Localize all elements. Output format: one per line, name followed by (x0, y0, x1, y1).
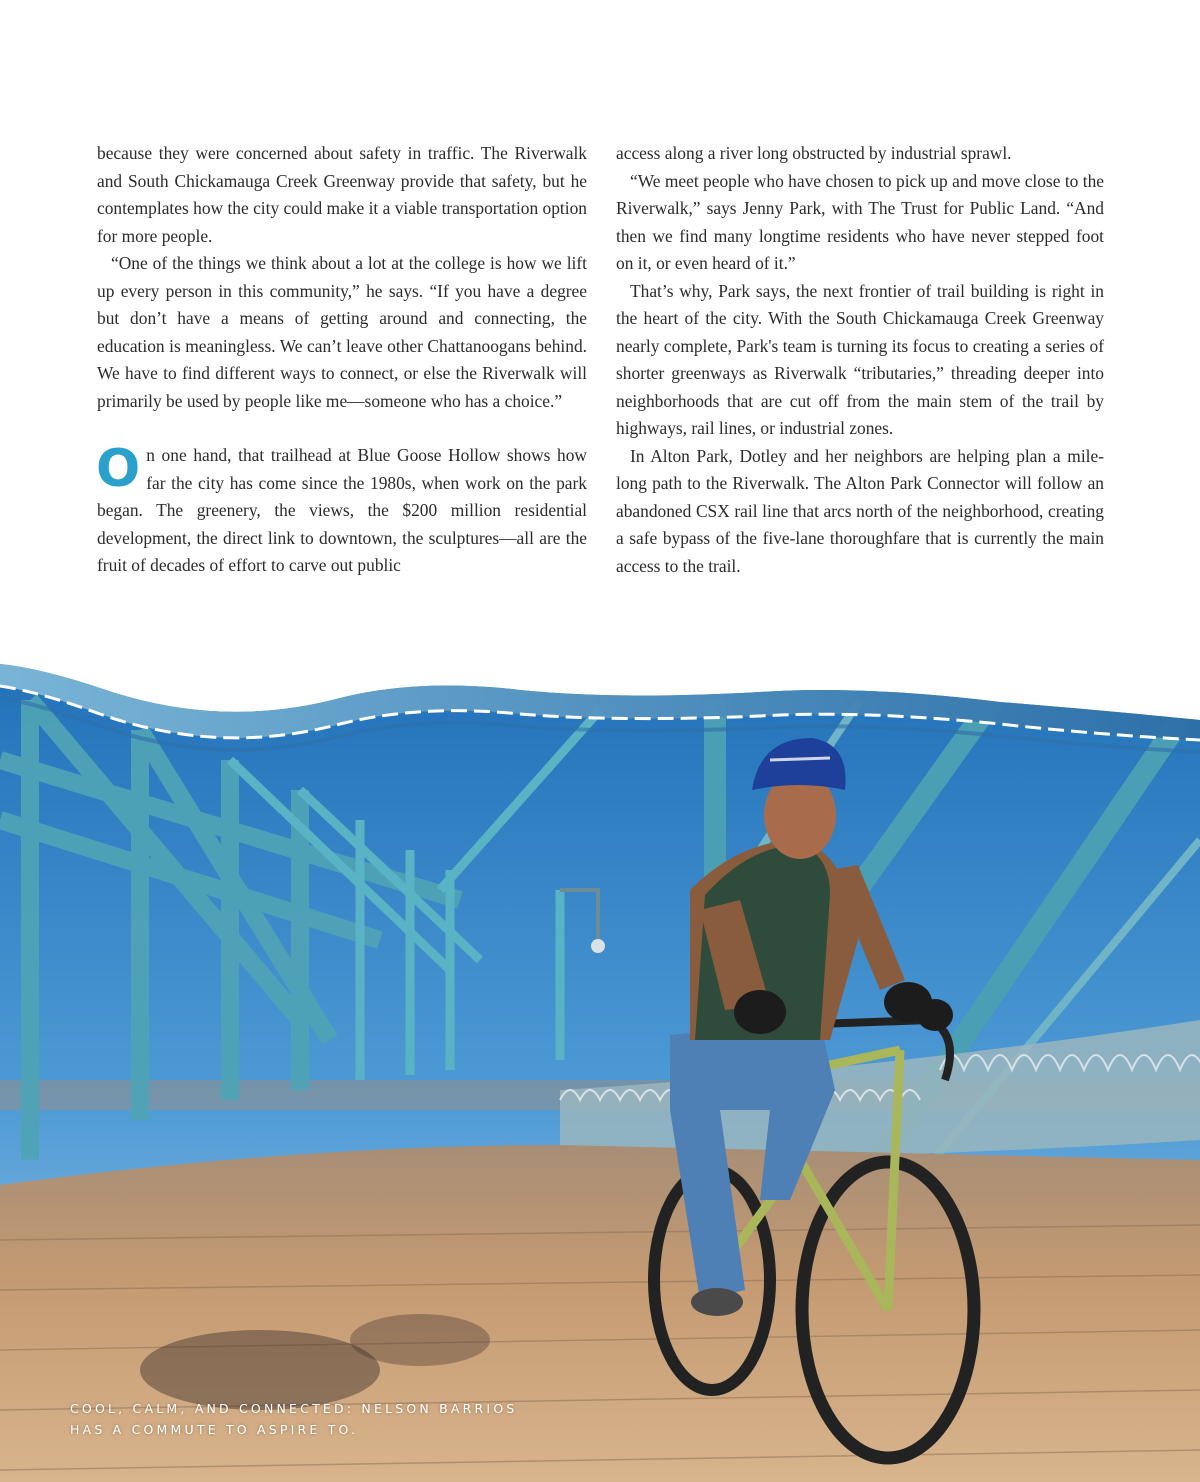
cyclist-bridge-photo (0, 640, 1200, 1482)
paragraph: “One of the things we think about a lot at the college is how we lift up every person in this community,” he says. “If you have a degree but don’t have a means of getting around and connecting, the education is meaningless. We can’t leave other Chattanoogans behind. We have to find different ways to connect, or else the Riverwalk will primarily be used by people like me—someone who has a choice.” (97, 253, 587, 411)
drop-cap: O (96, 439, 141, 499)
paragraph: access along a river long obstructed by industrial sprawl. (616, 143, 1012, 163)
section-text: n one hand, that trailhead at Blue Goose Hollow shows how far the city has come since the 1980s, when work on the park began. The greenery, the views, the $200 million residential development, the direct link to downtown, the sculptures—all are the fruit of decades of effort to carve out public (97, 445, 587, 575)
paragraph: “We meet people who have chosen to pick up and move close to the Riverwalk,” says Jenny Park, with The Trust for Public Land. “And then we find many longtime residents who have never stepped foot on it, or even heard of it.” (616, 170, 1104, 273)
paragraph: because they were concerned about safety in traffic. The Riverwalk and South Chickamauga Creek Greenway provide that safety, but he contemplates how the city could make it a viable transportation option for more people. (97, 143, 587, 246)
photo-caption (70, 1398, 540, 1440)
caption-line: HAS A COMMUTE TO ASPIRE TO. (70, 1422, 359, 1437)
left-column (97, 140, 587, 580)
paragraph: That’s why, Park says, the next frontier of trail building is right in the heart of the city. With the South Chickamauga Creek Greenway nearly complete, Park's team is turning its focus to creating a series of shorter greenways as Riverwalk “tributaries,” threading deeper into neighborhoods that are cut off from the main stem of the trail by highways, rail lines, or industrial zones. (616, 280, 1104, 438)
right-column (616, 140, 1104, 580)
paragraph: In Alton Park, Dotley and her neighbors are helping plan a mile-long path to the Riverwalk. The Alton Park Connector will follow an abandoned CSX rail line that arcs north of the neighborhood, creating a safe bypass of the five-lane thoroughfare that is currently the main access to the trail. (616, 445, 1104, 576)
caption-line: COOL, CALM, AND CONNECTED: NELSON BARRIOS (70, 1401, 518, 1416)
section-paragraph (96, 439, 587, 580)
